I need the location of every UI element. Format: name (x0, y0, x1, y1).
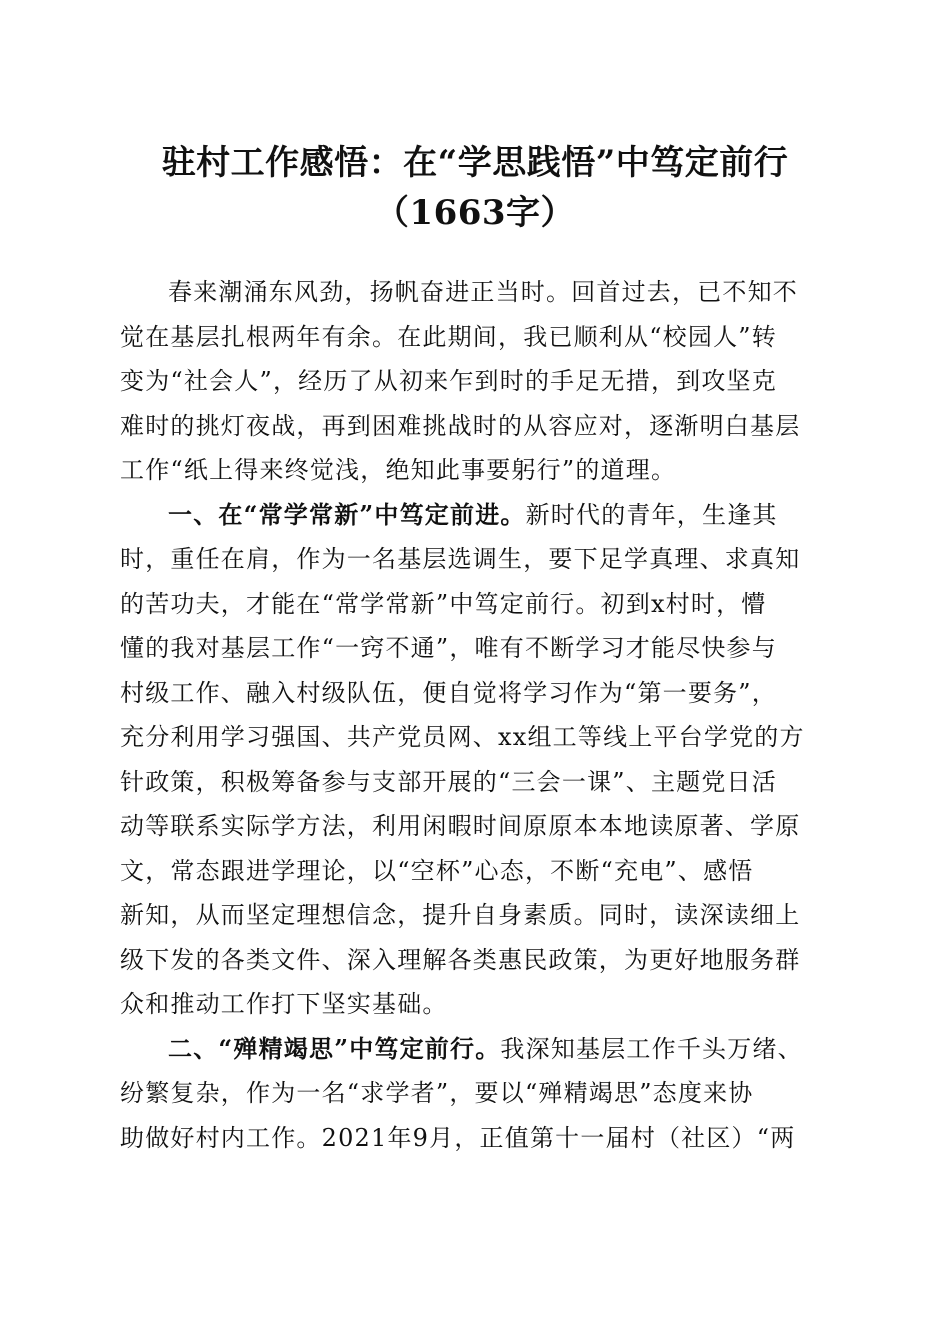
section-2-first-line: 我深知基层工作千头万绪、 (500, 1034, 803, 1063)
paragraph-section-2 (120, 1027, 830, 1161)
text-line: 文，常态跟进学理论，以“空杯”心态，不断“充电”、感悟 (120, 856, 754, 885)
text-line: 春来潮涌东风劲，扬帆奋进正当时。回首过去，已不知不 (168, 278, 798, 306)
text-line (120, 493, 830, 538)
text-line: 工作“纸上得来终觉浅，绝知此事要躬行”的道理。 (120, 456, 677, 484)
document-title (100, 138, 850, 238)
text-line: 懂的我对基层工作“一窍不通”，唯有不断学习才能尽快参与 (120, 634, 777, 662)
text-line: 的苦功夫，才能在“常学常新”中笃定前行。初到x村时，懵 (120, 589, 767, 618)
section-heading-1: 一、在“常学常新”中笃定前进。 (168, 499, 526, 529)
section-1-first-line: 新时代的青年，生逢其 (525, 500, 778, 529)
text-line: 纷繁复杂，作为一名“求学者”，要以“殚精竭思”态度来协 (120, 1079, 754, 1107)
section-heading-2: 二、“殚精竭思”中笃定前行。 (168, 1033, 501, 1063)
text-line: 难时的挑灯夜战，再到困难挑战时的从容应对，逐渐明白基层 (120, 411, 801, 440)
paragraph-intro (120, 270, 830, 493)
text-line: 动等联系实际学方法，利用闲暇时间原原本本地读原著、学原 (120, 812, 801, 840)
text-line: 助做好村内工作。2021年9月，正值第十一届村（社区）“两 (120, 1123, 796, 1152)
text-line: 充分利用学习强国、共产党员网、xx组工等线上平台学党的方 (120, 723, 805, 751)
title-line-main: 驻村工作感悟：在“学思践悟”中笃定前行 (161, 143, 789, 183)
text-line: 觉在基层扎根两年有余。在此期间，我已顺利从“校园人”转 (120, 322, 777, 351)
text-line: 针政策，积极筹备参与支部开展的“三会一课”、主题党日活 (120, 767, 777, 796)
text-line: 时，重任在肩，作为一名基层选调生，要下足学真理、求真知 (120, 545, 801, 573)
title-line-wordcount: （1663字） (374, 193, 576, 233)
text-line: 村级工作、融入村级队伍，便自觉将学习作为“第一要务”， (120, 678, 777, 707)
text-line: 级下发的各类文件、深入理解各类惠民政策，为更好地服务群 (120, 945, 801, 974)
text-line: 新知，从而坚定理想信念，提升自身素质。同时，读深读细上 (120, 901, 801, 929)
paragraph-section-1 (120, 493, 830, 1027)
text-line: 变为“社会人”，经历了从初来乍到时的手足无措，到攻坚克 (120, 367, 777, 395)
text-line: 众和推动工作打下坚实基础。 (120, 990, 448, 1018)
text-line (120, 1027, 830, 1072)
document-body (120, 270, 830, 1160)
